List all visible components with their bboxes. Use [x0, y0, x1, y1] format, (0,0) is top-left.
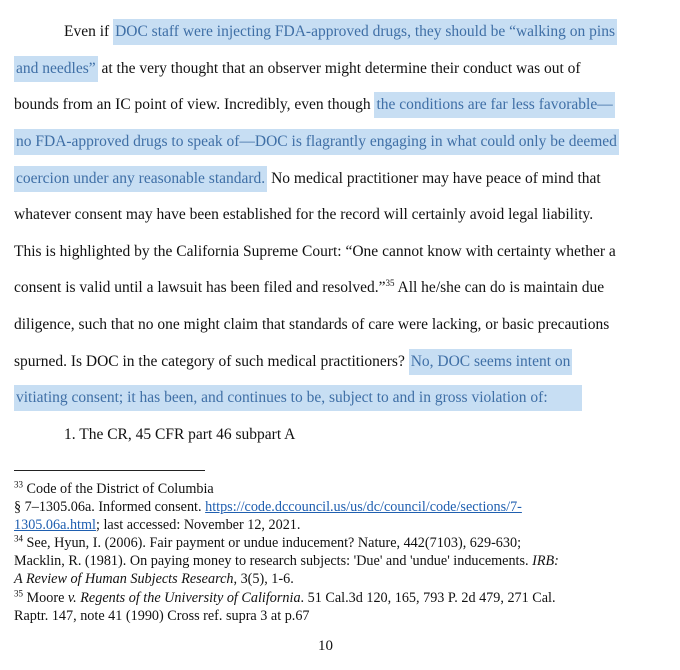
- paragraph-line-7: This is highlighted by the California Supreme Court: “One cannot know with certainty whether a: [14, 243, 616, 260]
- paragraph-line-2: [14, 59, 581, 81]
- footnote-separator: [14, 470, 205, 471]
- footnote-number: 34: [14, 533, 23, 544]
- text-segment: spurned. Is DOC in the category of such medical practitioners?: [14, 353, 409, 370]
- footnote-number: 35: [14, 588, 23, 599]
- footnote-number: 33: [14, 479, 23, 490]
- highlighted-text[interactable]: the conditions are far less favorable—: [374, 92, 614, 118]
- text-segment: Even if: [64, 23, 114, 40]
- paragraph-line-6: whatever consent may have been established for the record will certainly avoid legal liability.: [14, 206, 594, 223]
- paragraph-line-10: [14, 352, 572, 374]
- paragraph-line-3: [14, 95, 615, 117]
- footnote-35-line-2: Raptr. 147, note 41 (1990) Cross ref. supra 3 at p.67: [14, 608, 310, 624]
- highlighted-text[interactable]: vitiating consent; it has been, and continues to be, subject to and in gross violation of:: [14, 385, 582, 411]
- journal-title: IRB:: [532, 553, 559, 569]
- text-segment: at the very thought that an observer might determine their conduct was out of: [97, 60, 581, 77]
- footnote-35-line-1: [14, 589, 556, 607]
- footnote-text: . 51 Cal.3d 120, 165, 793 P. 2d 479, 271 Cal.: [300, 590, 556, 606]
- case-v: v.: [67, 590, 77, 606]
- paragraph-line-11: [14, 388, 582, 410]
- paragraph-line-1: [64, 22, 617, 44]
- case-name: Regents of the University of California: [76, 590, 301, 606]
- footnote-text: Moore: [23, 590, 68, 606]
- footnote-34-line-3: [14, 570, 294, 588]
- highlighted-text[interactable]: coercion under any reasonable standard.: [14, 166, 267, 192]
- footnote-text: See, Hyun, I. (2006). Fair payment or undue inducement? Nature, 442(7103), 629-630;: [23, 535, 522, 551]
- footnote-33-line-3: [14, 516, 300, 534]
- page-number: 10: [318, 638, 333, 654]
- journal-title: A Review of Human Subjects Research: [14, 571, 234, 587]
- paragraph-line-8: [14, 278, 604, 300]
- footnote-text: § 7–1305.06a. Informed consent.: [14, 499, 206, 515]
- footnote-33-line-2: [14, 498, 522, 516]
- footnote-text: Macklin, R. (1981). On paying money to research subjects: 'Due' and 'undue' inducements.: [14, 553, 529, 569]
- footnote-34-line-1: [14, 534, 521, 552]
- highlighted-text[interactable]: and needles”: [14, 56, 98, 82]
- text-segment: bounds from an IC point of view. Incredibly, even though: [14, 96, 375, 113]
- list-item: 1. The CR, 45 CFR part 46 subpart A: [64, 426, 296, 443]
- text-segment: No medical practitioner may have peace of mind that: [267, 170, 601, 187]
- paragraph-line-4: [14, 132, 619, 154]
- footnote-link[interactable]: https://code.dccouncil.us/us/dc/council/code/sections/7-: [205, 499, 522, 515]
- footnote-ref-35[interactable]: 35: [385, 277, 395, 288]
- footnote-34-line-2: [14, 552, 559, 570]
- footnote-link[interactable]: 1305.06a.html: [14, 517, 96, 533]
- paragraph-line-5: [14, 169, 601, 191]
- highlighted-text[interactable]: No, DOC seems intent on: [409, 349, 573, 375]
- footnote-text: Code of the District of Columbia: [23, 481, 214, 497]
- text-segment: consent is valid until a lawsuit has been filed and resolved.”: [14, 279, 386, 296]
- highlighted-text[interactable]: DOC staff were injecting FDA-approved drugs, they should be “walking on pins: [113, 19, 617, 45]
- footnote-text: , 3(5), 1-6.: [233, 571, 294, 587]
- footnote-text: ; last accessed: November 12, 2021.: [95, 517, 301, 533]
- text-segment: All he/she can do is maintain due: [394, 279, 605, 296]
- footnote-33-line-1: [14, 480, 214, 498]
- highlighted-text[interactable]: no FDA-approved drugs to speak of—DOC is flagrantly engaging in what could only be deemed: [14, 129, 619, 155]
- paragraph-line-9: diligence, such that no one might claim that standards of care were lacking, or basic precautions: [14, 316, 610, 333]
